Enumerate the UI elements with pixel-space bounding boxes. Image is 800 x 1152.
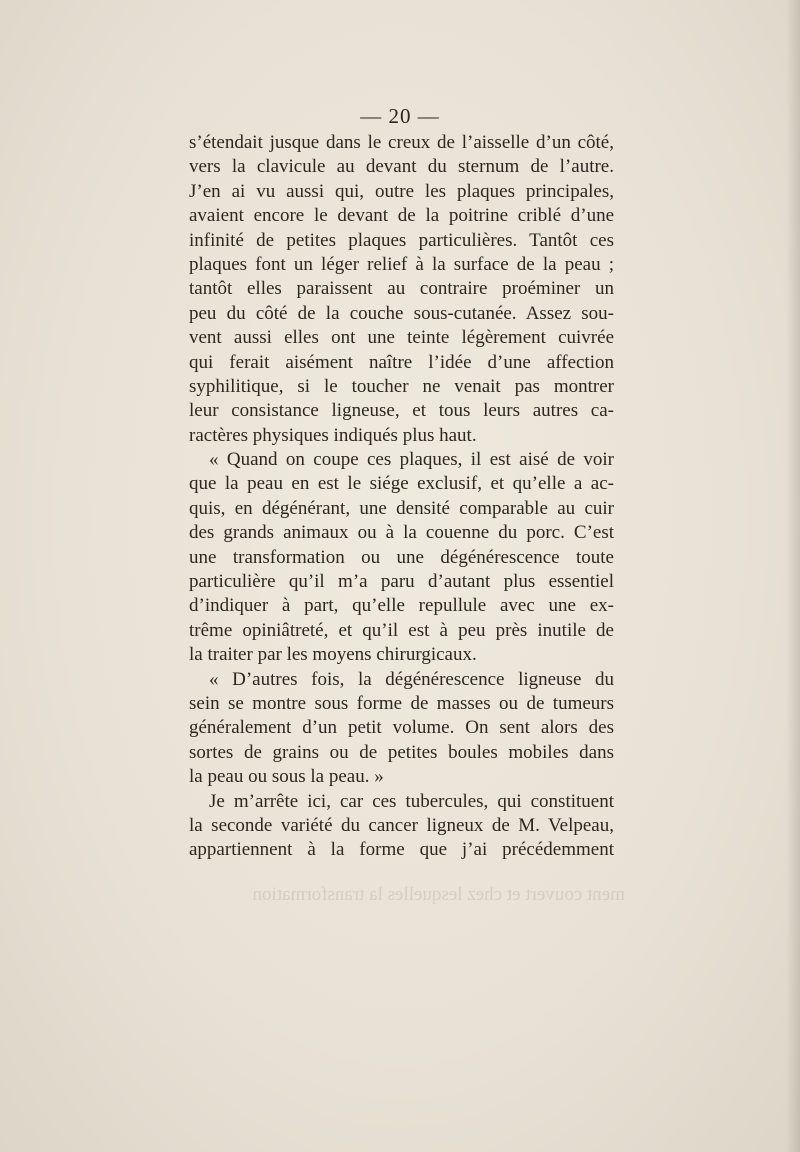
text-line: trême opiniâtreté, et qu’il est à peu près inutile de <box>189 619 614 641</box>
text-line: « Quand on coupe ces plaques, il est aisé de voir <box>209 449 614 471</box>
text-line: la traiter par les moyens chirurgicaux. <box>189 644 477 666</box>
text-line: infinité de petites plaques particulières. Tantôt ces <box>189 229 614 251</box>
bleed-through-text: ment couvert et chez lesquelles la transformation <box>252 884 625 905</box>
text-line: appartiennent à la forme que j’ai précédemment <box>189 839 614 861</box>
text-line: « D’autres fois, la dégénérescence ligneuse du <box>209 668 614 690</box>
text-line: vers la clavicule au devant du sternum de l’autre. <box>189 156 614 178</box>
body-text <box>189 131 614 863</box>
text-line: Je m’arrête ici, car ces tubercules, qui constituent <box>209 790 614 812</box>
text-line: peu du côté de la couche sous-cutanée. Assez sou- <box>189 302 614 324</box>
text-line: qui ferait aisément naître l’idée d’une affection <box>189 351 614 373</box>
text-line: une transformation ou une dégénérescence toute <box>189 546 614 568</box>
text-line: vent aussi elles ont une teinte légèrement cuivrée <box>189 327 614 349</box>
text-line: des grands animaux ou à la couenne du porc. C’est <box>189 522 614 544</box>
text-line: la seconde variété du cancer ligneux de M. Velpeau, <box>189 814 614 836</box>
text-line: sein se montre sous forme de masses ou de tumeurs <box>189 692 614 714</box>
text-line: la peau ou sous la peau. » <box>189 766 384 788</box>
text-line: que la peau en est le siége exclusif, et qu’elle a ac- <box>189 473 614 495</box>
text-line: d’indiquer à part, qu’elle repullule avec une ex- <box>189 595 614 617</box>
text-line: quis, en dégénérant, une densité comparable au cuir <box>189 497 614 519</box>
text-line: particulière qu’il m’a paru d’autant plus essentiel <box>189 571 614 593</box>
text-line: ractères physiques indiqués plus haut. <box>189 424 477 446</box>
text-line: sortes de grains ou de petites boules mobiles dans <box>189 741 614 763</box>
page-number: — 20 — <box>360 104 440 128</box>
text-line: plaques font un léger relief à la surface de la peau ; <box>189 253 614 275</box>
text-line: J’en ai vu aussi qui, outre les plaques principales, <box>189 180 614 202</box>
page-edge-shadow <box>786 0 800 1152</box>
text-line: généralement d’un petit volume. On sent alors des <box>189 717 614 739</box>
text-line: tantôt elles paraissent au contraire proéminer un <box>189 278 614 300</box>
text-line: avaient encore le devant de la poitrine criblé d’une <box>189 205 614 227</box>
text-line: syphilitique, si le toucher ne venait pas montrer <box>189 375 614 397</box>
text-line: leur consistance ligneuse, et tous leurs autres ca- <box>189 400 614 422</box>
text-line: s’étendait jusque dans le creux de l’aisselle d’un côté, <box>189 132 614 153</box>
